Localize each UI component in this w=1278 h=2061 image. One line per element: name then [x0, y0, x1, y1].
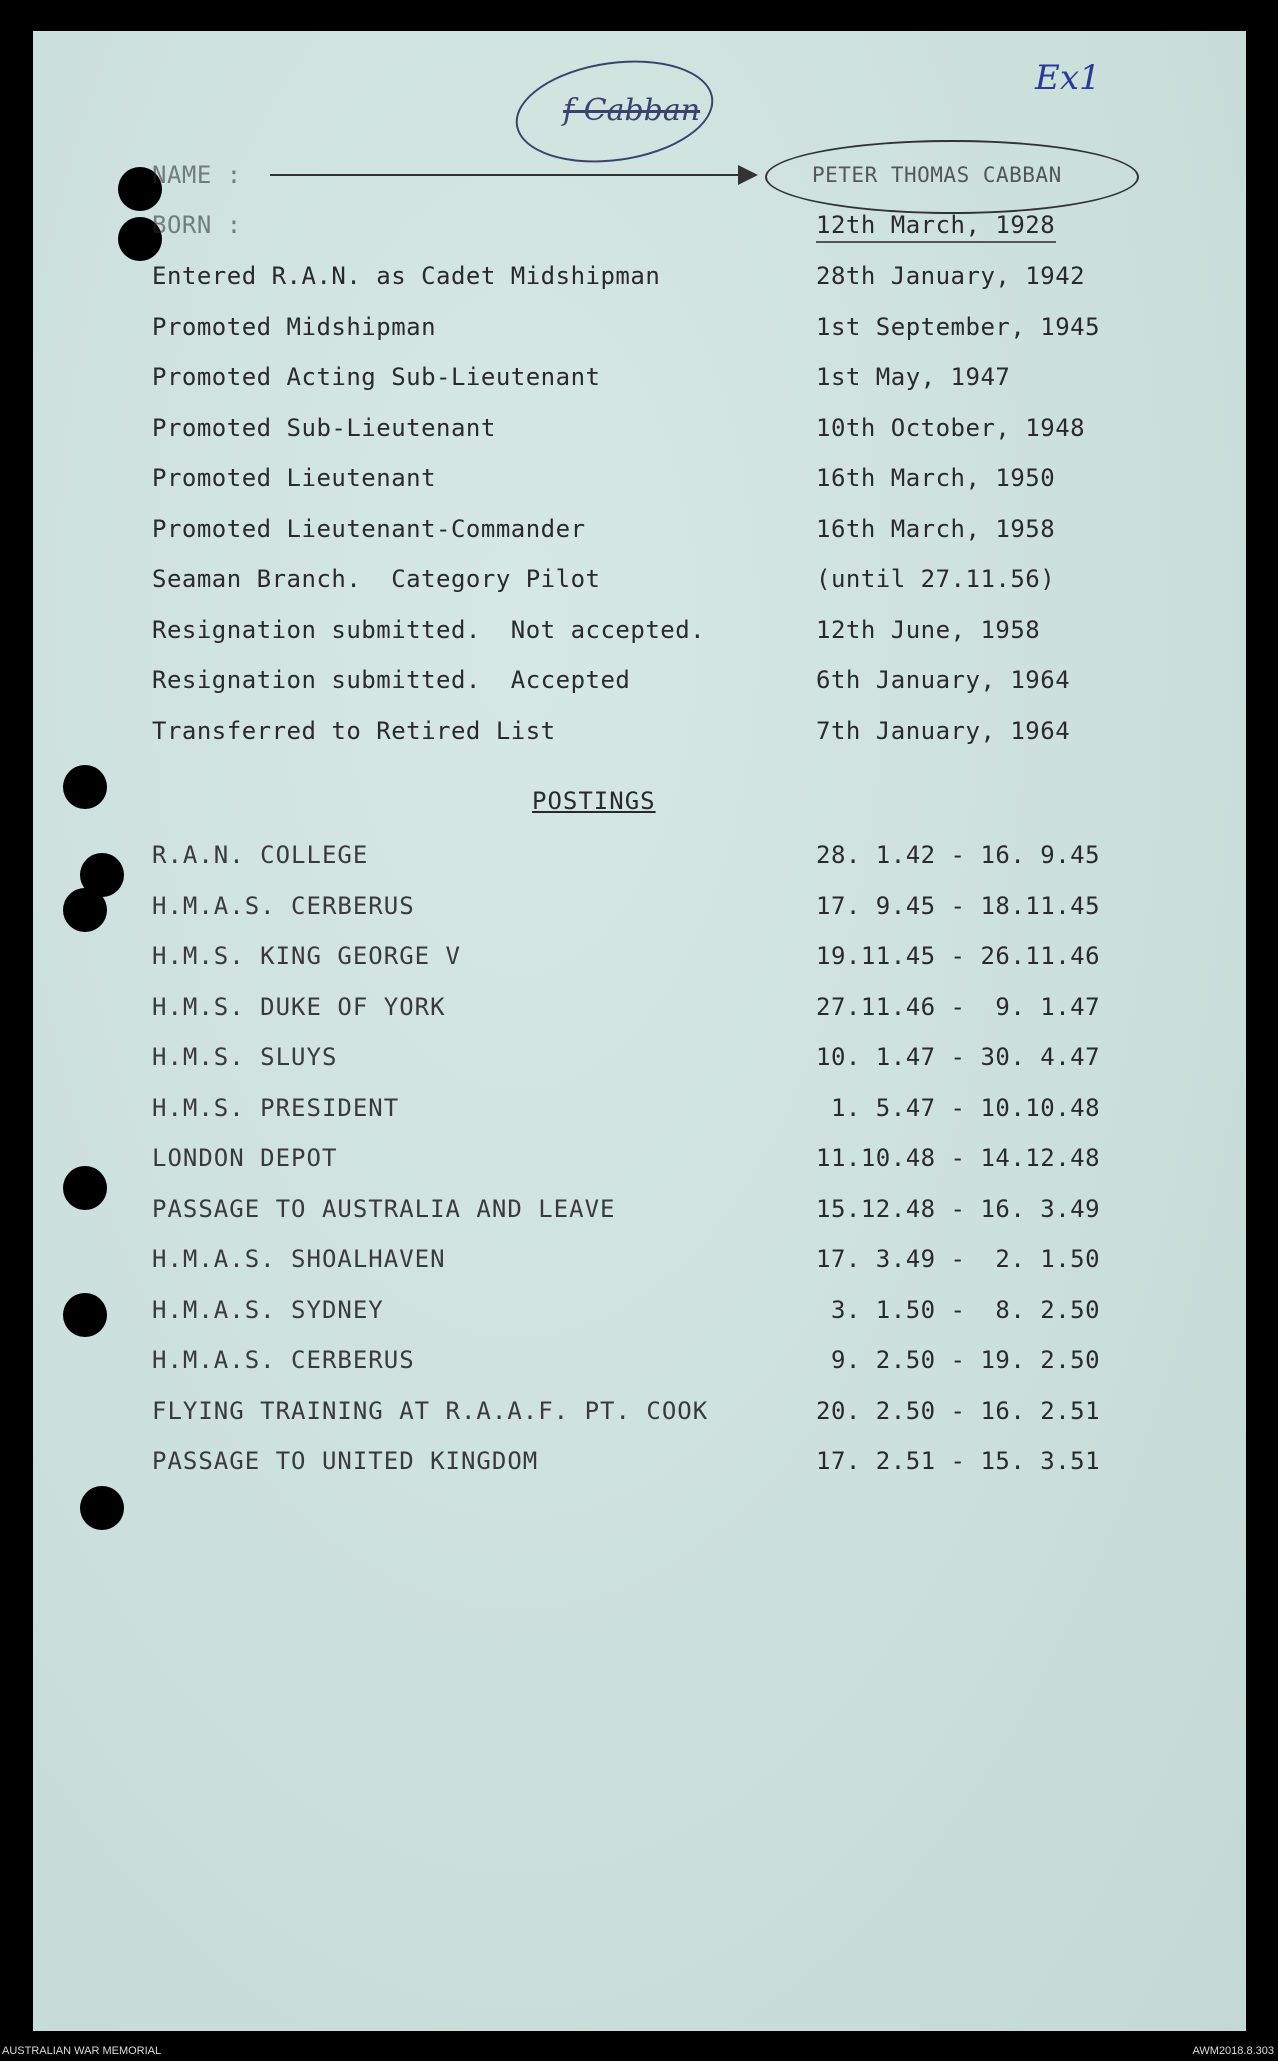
posting-dates: 3. 1.50 - 8. 2.50: [816, 1295, 1101, 1324]
name-label: NAME :: [152, 161, 242, 189]
posting-dates: 19.11.45 - 26.11.46: [816, 942, 1101, 970]
posting-row: [152, 987, 1112, 1027]
posting-dates: 9. 2.50 - 19. 2.50: [816, 1346, 1101, 1374]
posting-row: [152, 1189, 1112, 1229]
posting-location: H.M.A.S. CERBERUS: [152, 1346, 415, 1374]
posting-location: LONDON DEPOT: [152, 1144, 338, 1172]
career-date: 7th January, 1964: [816, 716, 1071, 745]
posting-row: [152, 886, 1112, 926]
posting-row: [152, 1138, 1112, 1178]
posting-row: [152, 835, 1112, 875]
career-date: 1st September, 1945: [816, 312, 1101, 341]
career-row: [152, 711, 1112, 751]
posting-row: [152, 1037, 1112, 1077]
career-event: Transferred to Retired List: [152, 716, 556, 745]
posting-dates: 1. 5.47 - 10.10.48: [816, 1093, 1101, 1122]
career-event: Entered R.A.N. as Cadet Midshipman: [152, 262, 661, 290]
posting-location: H.M.A.S. SYDNEY: [152, 1295, 384, 1324]
posting-dates: 17. 3.49 - 2. 1.50: [816, 1245, 1101, 1273]
posting-row: [152, 936, 1112, 976]
punch-hole: [63, 1166, 107, 1210]
posting-dates: 28. 1.42 - 16. 9.45: [816, 841, 1101, 869]
career-event: Resignation submitted. Not accepted.: [152, 615, 706, 644]
career-row: [152, 408, 1112, 448]
posting-row: [152, 1441, 1112, 1481]
posting-location: FLYING TRAINING AT R.A.A.F. PT. COOK: [152, 1396, 709, 1425]
punch-hole: [63, 1293, 107, 1337]
posting-location: H.M.A.S. SHOALHAVEN: [152, 1245, 446, 1273]
posting-location: H.M.S. PRESIDENT: [152, 1093, 400, 1122]
posting-dates: 11.10.48 - 14.12.48: [816, 1144, 1101, 1172]
career-date: 1st May, 1947: [816, 363, 1011, 391]
posting-dates: 27.11.46 - 9. 1.47: [816, 992, 1101, 1021]
posting-location: H.M.S. SLUYS: [152, 1043, 338, 1071]
posting-location: H.M.S. DUKE OF YORK: [152, 992, 446, 1021]
career-row: [152, 307, 1112, 347]
punch-hole: [63, 765, 107, 809]
career-row: [152, 660, 1112, 700]
posting-row: [152, 1391, 1112, 1431]
career-row: [152, 509, 1112, 549]
career-row: [152, 458, 1112, 498]
posting-location: H.M.A.S. CERBERUS: [152, 891, 415, 920]
career-date: 16th March, 1950: [816, 464, 1056, 492]
posting-dates: 20. 2.50 - 16. 2.51: [816, 1396, 1101, 1425]
footer-left: AUSTRALIAN WAR MEMORIAL: [2, 2045, 162, 2057]
career-event: Promoted Acting Sub-Lieutenant: [152, 363, 601, 391]
footer-right: AWM2018.8.303: [1192, 2045, 1274, 2057]
career-row: [152, 559, 1112, 599]
posting-dates: 10. 1.47 - 30. 4.47: [816, 1043, 1101, 1071]
career-row: [152, 256, 1112, 296]
career-date: 12th June, 1958: [816, 615, 1041, 644]
career-event: Resignation submitted. Accepted: [152, 666, 631, 694]
career-row: [152, 610, 1112, 650]
career-event: Promoted Lieutenant-Commander: [152, 514, 586, 543]
career-date: (until 27.11.56): [816, 565, 1056, 593]
posting-dates: 15.12.48 - 16. 3.49: [816, 1194, 1101, 1223]
posting-location: PASSAGE TO UNITED KINGDOM: [152, 1447, 539, 1475]
career-date: 28th January, 1942: [816, 262, 1086, 290]
posting-location: PASSAGE TO AUSTRALIA AND LEAVE: [152, 1194, 616, 1223]
handwritten-scribble: f Cabban: [563, 93, 701, 128]
posting-row: [152, 1290, 1112, 1330]
arrow-line: [270, 174, 750, 176]
born-label: BORN :: [152, 211, 242, 239]
posting-row: [152, 1340, 1112, 1380]
handwritten-corner-mark: Ex1: [1035, 58, 1101, 98]
career-event: Promoted Sub-Lieutenant: [152, 413, 496, 442]
career-date: 16th March, 1958: [816, 514, 1056, 543]
posting-location: H.M.S. KING GEORGE V: [152, 942, 461, 970]
posting-location: R.A.N. COLLEGE: [152, 841, 369, 869]
career-date: 6th January, 1964: [816, 666, 1071, 694]
posting-dates: 17. 2.51 - 15. 3.51: [816, 1447, 1101, 1475]
punch-hole: [80, 1486, 124, 1530]
arrow-head: [738, 165, 758, 185]
postings-heading: POSTINGS: [532, 787, 656, 815]
punch-hole: [63, 888, 107, 932]
name-value: PETER THOMAS CABBAN: [812, 163, 1062, 187]
born-row: [152, 205, 1112, 245]
career-date: 10th October, 1948: [816, 413, 1086, 442]
posting-dates: 17. 9.45 - 18.11.45: [816, 891, 1101, 920]
born-value: 12th March, 1928: [816, 211, 1056, 239]
career-row: [152, 357, 1112, 397]
career-event: Promoted Lieutenant: [152, 464, 437, 492]
career-event: Seaman Branch. Category Pilot: [152, 565, 601, 593]
name-oval: [765, 140, 1139, 214]
born-underline: [816, 241, 1056, 243]
career-event: Promoted Midshipman: [152, 312, 437, 341]
posting-row: [152, 1088, 1112, 1128]
posting-row: [152, 1239, 1112, 1279]
